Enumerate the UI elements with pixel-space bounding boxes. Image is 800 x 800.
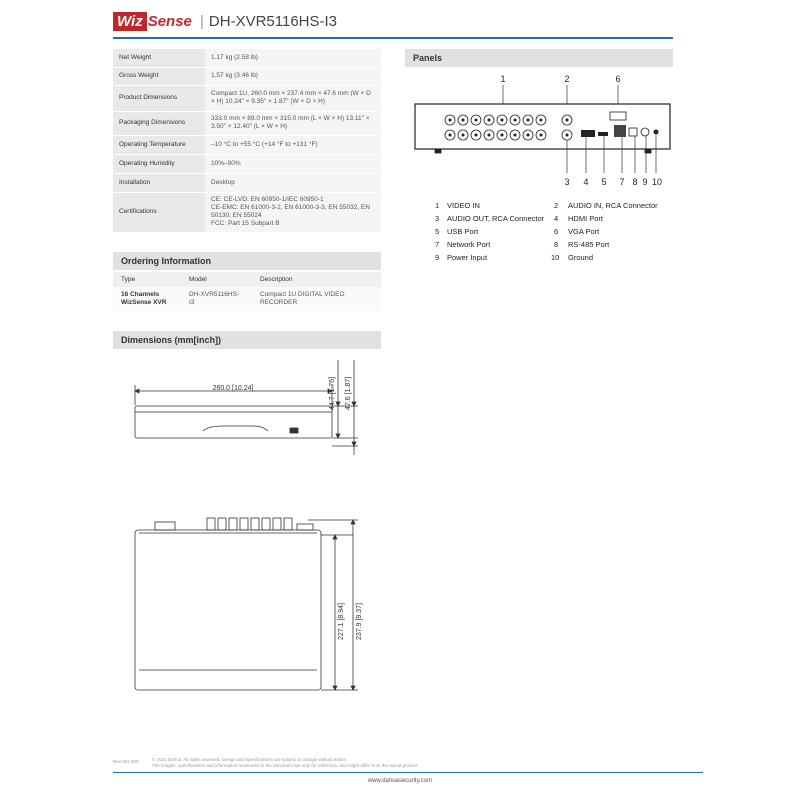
copyright: [152, 757, 552, 769]
panels-legend: [433, 199, 673, 264]
revision: Rev 002.000: [113, 759, 139, 764]
callout-5: 5: [601, 177, 607, 187]
website-link[interactable]: www.dahuasecurity.com: [367, 778, 433, 784]
legend-row: [433, 212, 673, 225]
type-line: WizSense XVR: [121, 299, 167, 306]
callout-1: 1: [500, 74, 506, 84]
dimensions-drawing: [113, 350, 373, 720]
width-dimension-label: 260.0 [10.24]: [212, 385, 254, 392]
table-row: [113, 173, 381, 192]
rs485-port: [629, 128, 637, 136]
col-model: Model: [181, 272, 252, 287]
legend-number: 4: [554, 214, 559, 223]
spec-label: Operating Humidity: [113, 154, 205, 173]
copyright-line: © 2021 Dahua. All rights reserved. Design and specifications are subject to change without notice.: [152, 757, 348, 762]
logo-wiz: Wiz: [113, 12, 147, 31]
legend-number: 6: [554, 227, 559, 236]
callout-6: 6: [615, 74, 621, 84]
description-line: RECORDER: [260, 299, 298, 306]
spec-value: 1.57 kg (3.46 lb): [205, 67, 381, 85]
callout-2: 2: [564, 74, 570, 84]
height-dimension-label-2: 47.6 [1.87]: [345, 376, 352, 410]
callout-3: 3: [564, 177, 570, 187]
legend-label: AUDIO OUT, RCA Connector: [447, 214, 545, 223]
depth-dimension-label-1: 227.1 [8.94]: [338, 603, 345, 640]
legend-label: VGA Port: [568, 227, 600, 236]
legend-number: 10: [551, 253, 560, 262]
dimensions-title: Dimensions (mm[inch]): [113, 331, 381, 349]
legend-number: 9: [435, 253, 440, 262]
vga-port: [610, 112, 626, 120]
callout-8: 8: [632, 177, 638, 187]
table-row: [113, 287, 381, 311]
title-separator: |: [200, 13, 204, 30]
wizsense-logo: [113, 12, 192, 32]
spec-value: Desktop: [205, 173, 381, 192]
col-description: Description: [252, 272, 381, 287]
legend-label: HDMI Port: [568, 214, 604, 223]
usb-port: [598, 132, 608, 136]
table-row: [113, 85, 381, 111]
legend-label: Ground: [568, 253, 594, 262]
model-name: DH-XVR5116HS-I3: [208, 13, 338, 30]
power-input: [641, 128, 649, 136]
legend-label: RS-485 Port: [568, 240, 610, 249]
header-rule: [113, 37, 673, 39]
spec-value: 1.17 kg (2.58 lb): [205, 49, 381, 67]
spec-value: –10 °C to +55 °C (+14 °F to +131 °F): [205, 135, 381, 154]
type-line: 16 Channels: [121, 291, 160, 298]
spec-table: [113, 49, 381, 233]
table-row: [113, 49, 381, 67]
table-row: [113, 111, 381, 135]
table-row: [113, 67, 381, 85]
callout-7: 7: [619, 177, 625, 187]
table-row: [113, 135, 381, 154]
order-model: DH-XVR5116HS-I3: [181, 287, 252, 311]
legend-row: [433, 225, 673, 238]
table-row: [113, 154, 381, 173]
table-row: [113, 192, 381, 232]
top-view: [135, 518, 358, 690]
spec-label: Net Weight: [113, 49, 205, 67]
hdmi-port: [581, 130, 595, 137]
depth-dimension-label-2: 237.9 [9.37]: [356, 603, 363, 640]
legend-number: 3: [435, 214, 440, 223]
ordering-title: Ordering Information: [113, 252, 381, 270]
network-port: [614, 125, 626, 137]
page-title: [200, 13, 337, 30]
legend-label: AUDIO IN, RCA Connector: [568, 201, 658, 210]
spec-label: Certifications: [113, 192, 205, 232]
legend-label: Network Port: [447, 240, 491, 249]
logo-sense: Sense: [147, 13, 192, 30]
spec-label: Product Dimensions: [113, 85, 205, 111]
order-description: [252, 287, 381, 311]
legend-row: [433, 199, 673, 212]
callout-4: 4: [583, 177, 589, 187]
cert-line: FCC: Part 15 Subpart B: [211, 220, 280, 227]
spec-value: Compact 1U, 260.0 mm × 237.4 mm × 47.6 mm (W × D × H) 10.24" × 9.35" × 1.87" (W × D × H): [205, 85, 381, 111]
legend-number: 5: [435, 227, 440, 236]
panels-title: Panels: [405, 49, 673, 67]
legend-label: USB Port: [447, 227, 479, 236]
legend-row: [433, 238, 673, 251]
legend-label: VIDEO IN: [447, 201, 480, 210]
table-header-row: [113, 272, 381, 287]
col-type: Type: [113, 272, 181, 287]
description-line: Compact 1U DIGITAL VIDEO: [260, 291, 345, 298]
legend-number: 8: [554, 240, 559, 249]
ground-screw: [654, 130, 659, 135]
spec-label: Installation: [113, 173, 205, 192]
legend-number: 1: [435, 201, 440, 210]
height-dimension-label-1: 44.7 [1.76]: [329, 376, 336, 410]
rear-panel-drawing: [405, 70, 673, 190]
legend-number: 7: [435, 240, 440, 249]
legend-row: [433, 251, 673, 264]
spec-label: Operating Temperature: [113, 135, 205, 154]
callout-10: 10: [651, 177, 663, 187]
spec-value: 333.0 mm × 89.0 mm × 315.0 mm (L × W × H) 13.11" × 3.50" × 12.40" (L × W × H): [205, 111, 381, 135]
spec-label: Packaging Dimensions: [113, 111, 205, 135]
front-view: [135, 360, 358, 455]
ordering-table: [113, 272, 381, 311]
legend-number: 2: [554, 201, 559, 210]
callout-9: 9: [642, 177, 648, 187]
cert-line: CE-EMC: EN 61000-3-2, EN 61000-3-3, EN 55032, EN 50130, EN 55024: [211, 204, 370, 219]
copyright-line: The images, specifications and information mentioned in the document are only for reference, and might differ from the actual product.: [152, 763, 419, 768]
footer-rule: [113, 772, 703, 773]
spec-label: Gross Weight: [113, 67, 205, 85]
cert-line: CE: CE-LVD: EN 60950-1/IEC 60950-1: [211, 196, 324, 203]
legend-label: Power Input: [447, 253, 488, 262]
order-type: [113, 287, 181, 311]
spec-value: 10%–90%: [205, 154, 381, 173]
spec-value: [205, 192, 381, 232]
